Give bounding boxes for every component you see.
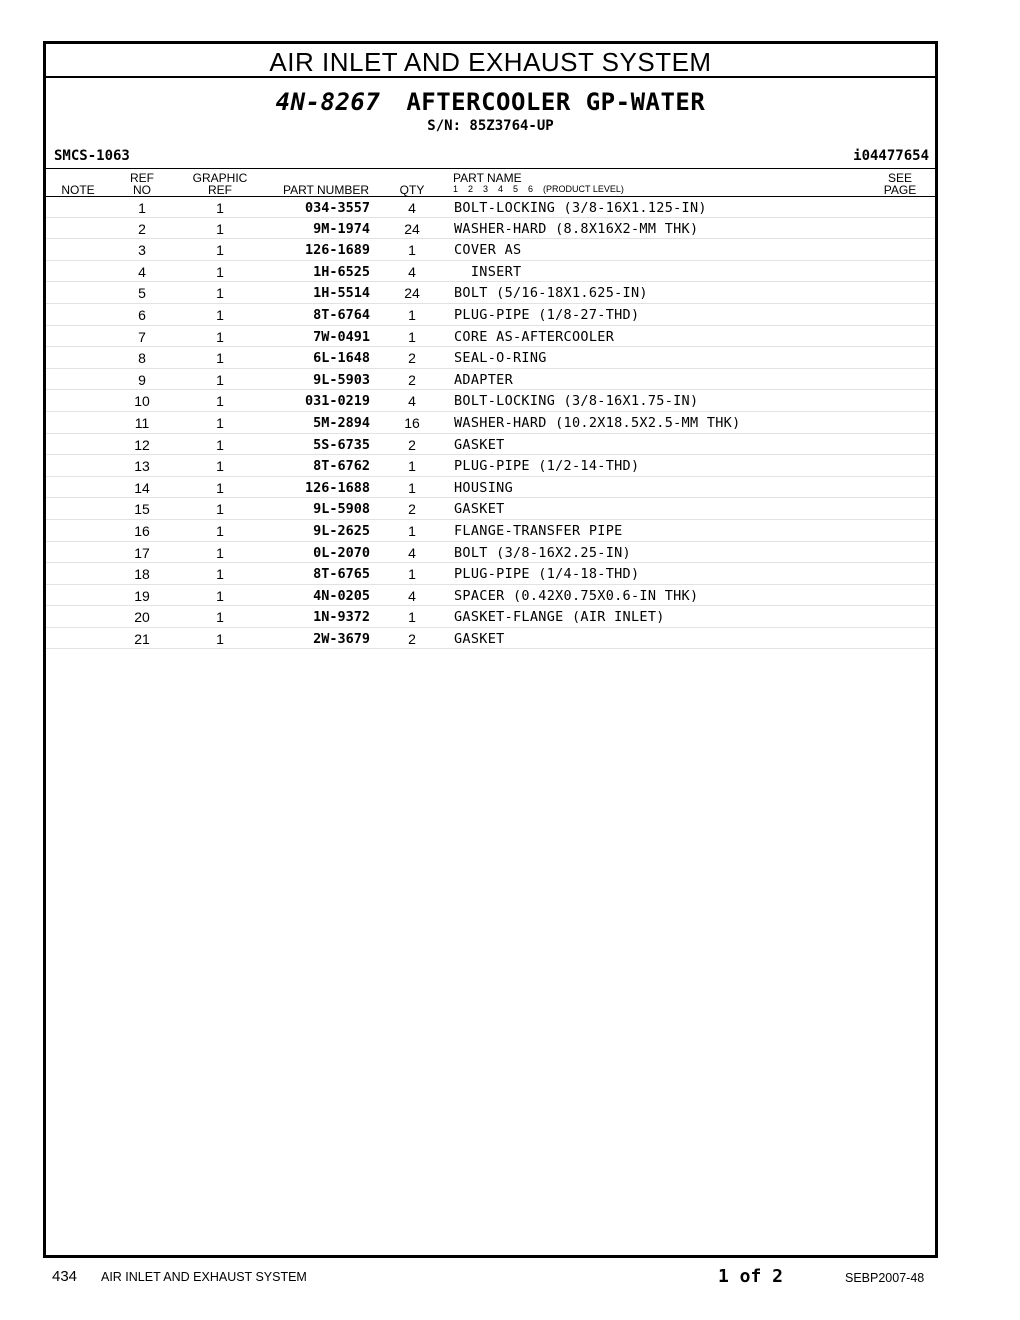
group-name: AFTERCOOLER GP-WATER (406, 88, 706, 116)
graphic-ref-cell: 1 (216, 200, 224, 216)
qty-cell: 24 (404, 285, 420, 302)
smcs-code: SMCS-1063 (54, 148, 130, 164)
graphic-ref-cell: 1 (216, 263, 224, 280)
table-row (46, 477, 935, 499)
part-name-cell: BOLT (5/16-18X1.625-IN) (454, 285, 648, 302)
part-name-cell: GASKET (454, 501, 505, 518)
table-row (46, 542, 935, 564)
table-row (46, 498, 935, 520)
graphic-ref-cell: 1 (216, 350, 224, 367)
part-name-cell: PLUG-PIPE (1/8-27-THD) (454, 306, 640, 323)
qty-cell: 1 (408, 609, 416, 626)
col-graphic-ref (190, 172, 250, 196)
graphic-ref-cell: 1 (216, 306, 224, 323)
col-part-name: PART NAME (453, 171, 522, 185)
table-row (46, 304, 935, 326)
table-row (46, 455, 935, 477)
parts-list (46, 196, 935, 649)
graphic-ref-cell: 1 (216, 566, 224, 583)
graphic-ref-cell: 1 (216, 479, 224, 496)
product-levels: 1 2 3 4 5 6 (PRODUCT LEVEL) (453, 184, 624, 194)
part-number-cell: 0L-2070 (313, 544, 370, 561)
graphic-ref-cell: 1 (216, 393, 224, 410)
header-divider (46, 168, 935, 169)
table-row (46, 606, 935, 628)
part-name-cell: BOLT-LOCKING (3/8-16X1.75-IN) (454, 393, 699, 410)
part-name-cell: SPACER (0.42X0.75X0.6-IN THK) (454, 587, 699, 604)
col-ref-top: REF (130, 171, 154, 185)
col-see-page (878, 172, 922, 196)
ref-no-cell: 13 (134, 458, 150, 475)
part-number-cell: 9L-5908 (313, 501, 370, 518)
part-name-cell: WASHER-HARD (10.2X18.5X2.5-MM THK) (454, 414, 741, 431)
part-name-cell: ADAPTER (454, 371, 513, 388)
footer-page-of: 1 of 2 (718, 1266, 784, 1287)
part-number-cell: 5M-2894 (313, 414, 370, 431)
ref-no-cell: 21 (134, 630, 150, 647)
qty-cell: 1 (408, 458, 416, 475)
qty-cell: 1 (408, 306, 416, 323)
ref-no-cell: 16 (134, 522, 150, 539)
qty-cell: 4 (408, 263, 416, 280)
table-row (46, 520, 935, 542)
qty-cell: 1 (408, 566, 416, 583)
part-number-cell: 1H-5514 (313, 285, 370, 302)
graphic-ref-cell: 1 (216, 371, 224, 388)
ref-no-cell: 14 (134, 479, 150, 496)
table-row (46, 434, 935, 456)
part-number-cell: 034-3557 (304, 200, 370, 216)
graphic-ref-cell: 1 (216, 220, 224, 237)
qty-cell: 4 (408, 544, 416, 561)
qty-cell: 4 (408, 587, 416, 604)
qty-cell: 1 (408, 479, 416, 496)
part-number-cell: 9L-2625 (313, 522, 370, 539)
part-number-cell: 4N-0205 (313, 587, 370, 604)
col-see-top: SEE (887, 171, 912, 185)
part-name-cell: CORE AS-AFTERCOOLER (454, 328, 615, 345)
col-part-number: PART NUMBER (282, 183, 369, 197)
ref-no-cell: 8 (138, 350, 146, 367)
part-number-cell: 031-0219 (304, 393, 370, 410)
qty-cell: 2 (408, 630, 416, 647)
part-name-cell: PLUG-PIPE (1/2-14-THD) (454, 458, 640, 475)
graphic-ref-cell: 1 (216, 436, 224, 453)
group-title (46, 88, 935, 116)
part-name-cell: COVER AS (454, 242, 522, 259)
table-row (46, 390, 935, 412)
part-name-cell: BOLT (3/8-16X2.25-IN) (454, 544, 631, 561)
illustration-id: i04477654 (853, 148, 929, 164)
col-see-bottom: PAGE (883, 183, 917, 197)
ref-no-cell: 4 (138, 263, 146, 280)
part-number-cell: 7W-0491 (313, 328, 370, 345)
ref-no-cell: 1 (138, 200, 146, 216)
table-row (46, 563, 935, 585)
part-number-cell: 126-1689 (304, 242, 370, 259)
graphic-ref-cell: 1 (216, 328, 224, 345)
part-number-cell: 8T-6762 (313, 458, 370, 475)
graphic-ref-cell: 1 (216, 630, 224, 647)
table-row (46, 412, 935, 434)
table-row (46, 282, 935, 304)
graphic-ref-cell: 1 (216, 501, 224, 518)
table-row (46, 585, 935, 607)
part-number-cell: 126-1688 (304, 479, 370, 496)
graphic-ref-cell: 1 (216, 414, 224, 431)
qty-cell: 2 (408, 501, 416, 518)
graphic-ref-cell: 1 (216, 458, 224, 475)
ref-no-cell: 9 (138, 371, 146, 388)
table-row (46, 347, 935, 369)
qty-cell: 1 (408, 522, 416, 539)
ref-no-cell: 11 (134, 414, 150, 431)
qty-cell: 2 (408, 350, 416, 367)
ref-no-cell: 17 (134, 544, 150, 561)
footer-section-title: AIR INLET AND EXHAUST SYSTEM (101, 1270, 307, 1284)
part-name-cell: FLANGE-TRANSFER PIPE (454, 522, 623, 539)
ref-no-cell: 6 (138, 306, 146, 323)
footer-document-id: SEBP2007-48 (845, 1271, 925, 1285)
table-row (46, 261, 935, 283)
col-graphic-bottom: REF (208, 183, 232, 197)
parts-page-frame (43, 41, 938, 1258)
part-number-cell: 1N-9372 (313, 609, 370, 626)
qty-cell: 4 (408, 393, 416, 410)
part-number-cell: 8T-6765 (313, 566, 370, 583)
table-row (46, 218, 935, 240)
part-number-cell: 9M-1974 (313, 220, 370, 237)
graphic-ref-cell: 1 (216, 544, 224, 561)
table-row (46, 239, 935, 261)
qty-cell: 1 (408, 328, 416, 345)
col-ref-bottom: NO (133, 183, 151, 197)
qty-cell: 1 (408, 242, 416, 259)
ref-no-cell: 15 (134, 501, 150, 518)
part-name-cell: GASKET (454, 436, 505, 453)
table-row (46, 369, 935, 391)
part-number-cell: 8T-6764 (313, 306, 370, 323)
part-number-cell: 5S-6735 (313, 436, 370, 453)
graphic-ref-cell: 1 (216, 522, 224, 539)
part-number-cell: 1H-6525 (313, 263, 370, 280)
part-number-cell: 2W-3679 (313, 630, 370, 647)
col-qty: QTY (399, 183, 425, 197)
serial-number-range: S/N: 85Z3764-UP (427, 118, 554, 134)
ref-no-cell: 5 (138, 285, 146, 302)
ref-no-cell: 18 (134, 566, 150, 583)
part-name-cell: INSERT (454, 263, 522, 280)
table-row (46, 628, 935, 650)
ref-no-cell: 10 (134, 393, 150, 410)
qty-cell: 16 (404, 414, 420, 431)
qty-cell: 2 (408, 371, 416, 388)
graphic-ref-cell: 1 (216, 587, 224, 604)
qty-cell: 4 (408, 200, 416, 216)
col-graphic-top: GRAPHIC (192, 171, 248, 185)
part-name-cell: BOLT-LOCKING (3/8-16X1.125-IN) (454, 200, 707, 216)
footer-page-number: 434 (52, 1268, 78, 1285)
graphic-ref-cell: 1 (216, 242, 224, 259)
ref-no-cell: 3 (138, 242, 146, 259)
col-ref (124, 172, 160, 196)
section-title: AIR INLET AND EXHAUST SYSTEM (46, 44, 935, 78)
ref-no-cell: 12 (134, 436, 150, 453)
group-number: 4N-8267 (275, 88, 381, 116)
ref-no-cell: 2 (138, 220, 146, 237)
part-name-cell: SEAL-O-RING (454, 350, 547, 367)
ref-no-cell: 20 (134, 609, 150, 626)
qty-cell: 24 (404, 220, 420, 237)
graphic-ref-cell: 1 (216, 285, 224, 302)
table-row (46, 326, 935, 348)
col-note: NOTE (61, 183, 95, 197)
part-number-cell: 9L-5903 (313, 371, 370, 388)
graphic-ref-cell: 1 (216, 609, 224, 626)
ref-no-cell: 7 (138, 328, 146, 345)
part-name-cell: HOUSING (454, 479, 513, 496)
table-row (46, 196, 935, 218)
part-name-cell: GASKET (454, 630, 505, 647)
qty-cell: 2 (408, 436, 416, 453)
part-name-cell: GASKET-FLANGE (AIR INLET) (454, 609, 665, 626)
part-name-cell: WASHER-HARD (8.8X16X2-MM THK) (454, 220, 699, 237)
ref-no-cell: 19 (134, 587, 150, 604)
part-name-cell: PLUG-PIPE (1/4-18-THD) (454, 566, 640, 583)
part-number-cell: 6L-1648 (313, 350, 370, 367)
